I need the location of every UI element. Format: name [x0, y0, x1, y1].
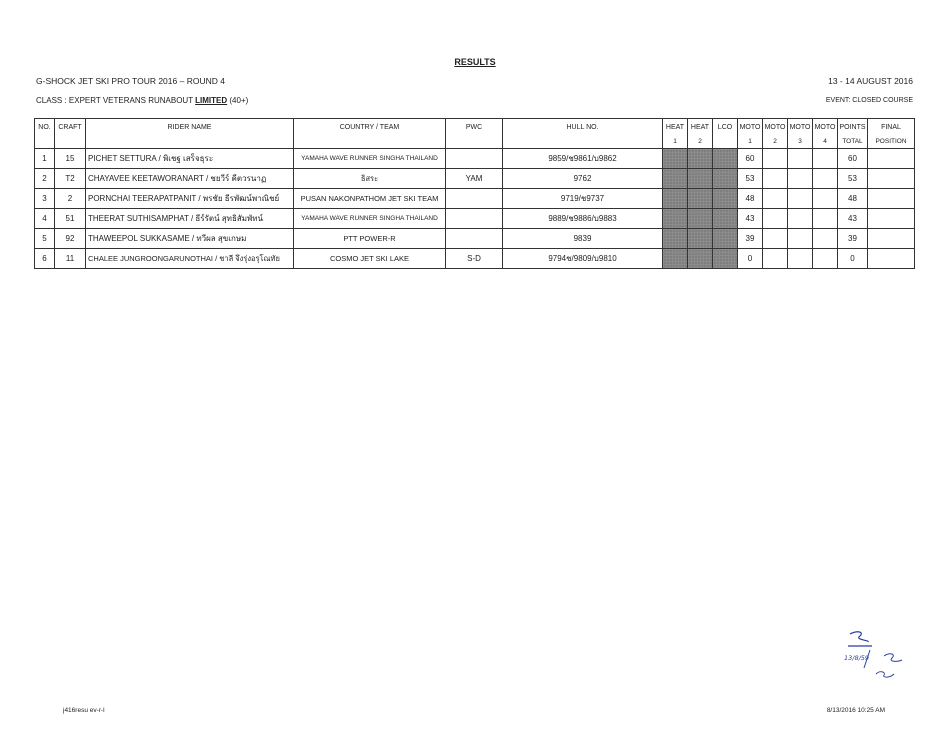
subcol-moto2: 2	[763, 135, 788, 149]
class-suffix: (40+)	[227, 96, 249, 105]
signature-date: 13/8/59	[844, 654, 870, 662]
cell-no: 2	[35, 169, 55, 189]
cell-heat2	[688, 249, 713, 269]
page-title: RESULTS	[454, 57, 496, 67]
subcol-no	[35, 135, 55, 149]
header-row	[35, 119, 915, 136]
subcol-moto4: 4	[813, 135, 838, 149]
event-type: EVENT: CLOSED COURSE	[825, 97, 913, 104]
cell-heat1	[663, 169, 688, 189]
cell-rider: THEERAT SUTHISAMPHAT / ธีร์รัตน์ สุทธิสัมพัทน์	[86, 209, 294, 229]
cell-lco	[713, 149, 738, 169]
table-row	[35, 229, 915, 249]
cell-lco	[713, 229, 738, 249]
subcol-pwc	[446, 135, 503, 149]
cell-craft: 51	[55, 209, 86, 229]
col-points: POINTS	[838, 119, 868, 136]
cell-rider: PORNCHAI TEERAPATPANIT / พรชัย ธีรพัฒน์พาณิชย์	[86, 189, 294, 209]
col-moto3: MOTO	[788, 119, 813, 136]
cell-final	[868, 149, 915, 169]
cell-team: PTT POWER-R	[294, 229, 446, 249]
cell-heat1	[663, 249, 688, 269]
cell-total: 0	[838, 249, 868, 269]
col-heat1: HEAT	[663, 119, 688, 136]
col-rider: RIDER NAME	[86, 119, 294, 136]
subcol-position: POSITION	[868, 135, 915, 149]
table-row	[35, 169, 915, 189]
footer-report-id: j416resu ev-r-l	[63, 707, 105, 714]
cell-pwc	[446, 149, 503, 169]
cell-heat2	[688, 229, 713, 249]
results-table	[34, 118, 915, 269]
cell-rider: THAWEEPOL SUKKASAME / ทวีผล สุขเกษม	[86, 229, 294, 249]
cell-heat2	[688, 189, 713, 209]
cell-hull: 9839	[503, 229, 663, 249]
cell-heat2	[688, 209, 713, 229]
col-craft: CRAFT	[55, 119, 86, 136]
subcol-heat1: 1	[663, 135, 688, 149]
cell-total: 60	[838, 149, 868, 169]
cell-hull: 9762	[503, 169, 663, 189]
cell-total: 53	[838, 169, 868, 189]
cell-final	[868, 209, 915, 229]
class-limited: LIMITED	[195, 96, 228, 105]
cell-moto1: 39	[738, 229, 763, 249]
cell-moto2	[763, 229, 788, 249]
cell-heat1	[663, 209, 688, 229]
signature-icon	[840, 628, 910, 683]
cell-moto3	[788, 229, 813, 249]
table-row	[35, 209, 915, 229]
cell-heat2	[688, 149, 713, 169]
cell-moto1: 48	[738, 189, 763, 209]
col-moto4: MOTO	[813, 119, 838, 136]
cell-team: YAMAHA WAVE RUNNER SINGHA THAILAND	[294, 209, 446, 229]
cell-pwc	[446, 189, 503, 209]
col-moto1: MOTO	[738, 119, 763, 136]
cell-moto3	[788, 209, 813, 229]
cell-moto3	[788, 149, 813, 169]
cell-moto2	[763, 209, 788, 229]
table-row	[35, 189, 915, 209]
event-dates: 13 - 14 AUGUST 2016	[828, 76, 913, 86]
footer-timestamp: 8/13/2016 10:25 AM	[826, 707, 885, 714]
cell-craft: 2	[55, 189, 86, 209]
cell-lco	[713, 249, 738, 269]
cell-pwc	[446, 209, 503, 229]
cell-heat1	[663, 149, 688, 169]
subcol-total: TOTAL	[838, 135, 868, 149]
subcol-rider	[86, 135, 294, 149]
cell-moto1: 43	[738, 209, 763, 229]
cell-moto3	[788, 249, 813, 269]
cell-moto4	[813, 209, 838, 229]
class-prefix: CLASS : EXPERT VETERANS RUNABOUT	[36, 96, 196, 105]
cell-craft: 92	[55, 229, 86, 249]
cell-heat1	[663, 189, 688, 209]
cell-craft: 11	[55, 249, 86, 269]
cell-moto3	[788, 189, 813, 209]
cell-team: YAMAHA WAVE RUNNER SINGHA THAILAND	[294, 149, 446, 169]
cell-final	[868, 189, 915, 209]
cell-moto2	[763, 149, 788, 169]
cell-rider: CHAYAVEE KEETAWORANART / ชยวีร์ คีตวรนาฏ	[86, 169, 294, 189]
cell-rider: PICHET SETTURA / พิเชฐ เสร็จธุระ	[86, 149, 294, 169]
cell-lco	[713, 209, 738, 229]
cell-lco	[713, 169, 738, 189]
col-hull: HULL NO.	[503, 119, 663, 136]
cell-hull: 9794ช/9809/บ9810	[503, 249, 663, 269]
cell-pwc: S-D	[446, 249, 503, 269]
event-name: G-SHOCK JET SKI PRO TOUR 2016 – ROUND 4	[36, 76, 225, 86]
cell-heat2	[688, 169, 713, 189]
table-row	[35, 149, 915, 169]
cell-no: 3	[35, 189, 55, 209]
cell-moto2	[763, 189, 788, 209]
cell-pwc	[446, 229, 503, 249]
subcol-moto1: 1	[738, 135, 763, 149]
subcol-craft	[55, 135, 86, 149]
col-final: FINAL	[868, 119, 915, 136]
cell-moto2	[763, 169, 788, 189]
col-moto2: MOTO	[763, 119, 788, 136]
cell-craft: 15	[55, 149, 86, 169]
cell-no: 5	[35, 229, 55, 249]
cell-no: 1	[35, 149, 55, 169]
cell-lco	[713, 189, 738, 209]
cell-final	[868, 229, 915, 249]
col-no: NO.	[35, 119, 55, 136]
cell-total: 43	[838, 209, 868, 229]
cell-craft: T2	[55, 169, 86, 189]
col-pwc: PWC	[446, 119, 503, 136]
subcol-lco	[713, 135, 738, 149]
cell-moto4	[813, 169, 838, 189]
col-lco: LCO	[713, 119, 738, 136]
cell-rider: CHALEE JUNGROONGARUNOTHAI / ชาลี จึงรุ่งอรุโณทัย	[86, 249, 294, 269]
col-team: COUNTRY / TEAM	[294, 119, 446, 136]
class-line	[36, 96, 248, 105]
cell-moto4	[813, 229, 838, 249]
subcol-team	[294, 135, 446, 149]
cell-moto4	[813, 149, 838, 169]
cell-final	[868, 249, 915, 269]
cell-no: 6	[35, 249, 55, 269]
cell-moto1: 0	[738, 249, 763, 269]
cell-moto2	[763, 249, 788, 269]
cell-total: 48	[838, 189, 868, 209]
cell-moto4	[813, 189, 838, 209]
cell-team: PUSAN NAKONPATHOM JET SKI TEAM	[294, 189, 446, 209]
cell-moto1: 53	[738, 169, 763, 189]
cell-team: COSMO JET SKI LAKE	[294, 249, 446, 269]
subcol-moto3: 3	[788, 135, 813, 149]
cell-no: 4	[35, 209, 55, 229]
cell-hull: 9719/ช9737	[503, 189, 663, 209]
subcol-hull	[503, 135, 663, 149]
cell-hull: 9859/ช9861/บ9862	[503, 149, 663, 169]
cell-final	[868, 169, 915, 189]
cell-hull: 9889/ช9886/บ9883	[503, 209, 663, 229]
cell-moto3	[788, 169, 813, 189]
col-heat2: HEAT	[688, 119, 713, 136]
cell-team: ธิสระ	[294, 169, 446, 189]
cell-moto1: 60	[738, 149, 763, 169]
cell-moto4	[813, 249, 838, 269]
subcol-heat2: 2	[688, 135, 713, 149]
table-row	[35, 249, 915, 269]
subheader-row	[35, 135, 915, 149]
cell-pwc: YAM	[446, 169, 503, 189]
cell-heat1	[663, 229, 688, 249]
cell-total: 39	[838, 229, 868, 249]
